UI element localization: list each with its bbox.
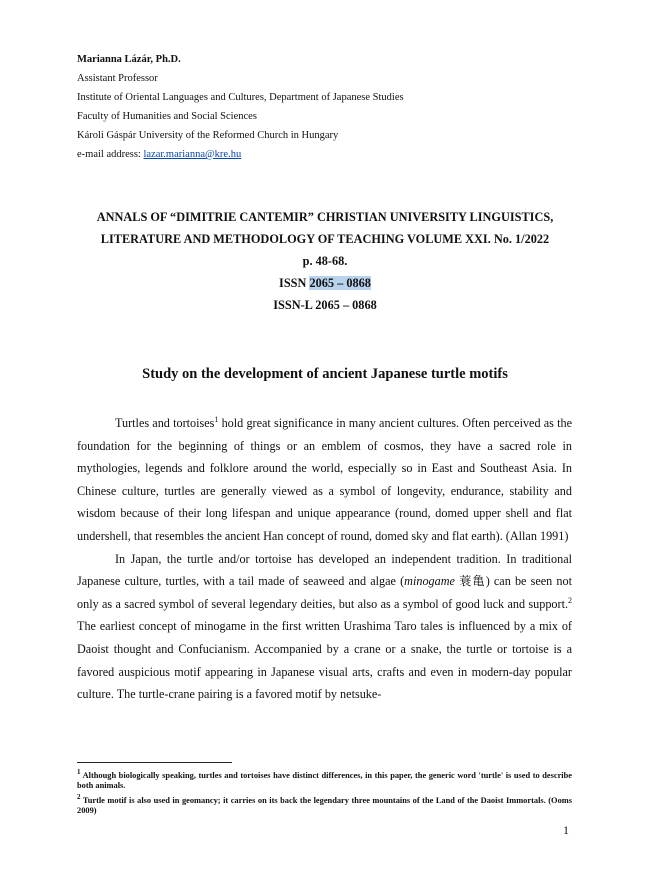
footnote-1-text: Although biologically speaking, turtles and tortoises have distinct differences, in this paper, the generic word 'turtle' is used to describe both animals.	[77, 770, 572, 791]
footnote-1-num: 1	[77, 768, 81, 776]
email-link[interactable]: lazar.marianna@kre.hu	[143, 149, 242, 160]
p2-text-a: In Japan, the turtle and/or tortoise has developed an independent tradition. In traditional Japanese culture, turtles, with a tail made of seaweed and algae (	[77, 551, 572, 589]
issn-label: ISSN	[279, 276, 310, 290]
paragraph-1	[77, 412, 572, 548]
issn-part-b[interactable]: 0868	[346, 276, 371, 290]
paragraph-2	[77, 548, 572, 706]
journal-pages: p. 48-68.	[302, 254, 348, 268]
footnotes	[77, 767, 572, 817]
journal-issn	[60, 272, 590, 294]
p2-text-c: The earliest concept of minogame in the first written Urashima Taro tales is influenced by a mix of Daoist thought and Confucianism. Accompanied by a crane or a snake, the turtle or tortoise is a favored auspicious motif appearing in Japanese visual arts, crafts and even in modern-day popular culture. The turtle-crane pairing is a favored motif by netsuke-	[77, 619, 572, 702]
footnote-2-num: 2	[77, 792, 81, 801]
author-university: Károli Gáspár University of the Reformed Church in Hungary	[77, 130, 339, 141]
page-number: 1	[563, 823, 569, 837]
footnote-1	[77, 767, 572, 792]
footnote-divider	[77, 762, 232, 763]
issn-part-a[interactable]: 2065	[309, 276, 335, 290]
author-institute: Institute of Oriental Languages and Cultures, Department of Japanese Studies	[77, 92, 404, 103]
footnote-2-text: Turtle motif is also used in geomancy; it carries on its back the legendary three mountains of the Land of the Daoist Immortals. (Ooms 2009)	[77, 795, 572, 816]
issn-sep[interactable]: –	[334, 276, 347, 290]
p2-term: minogame	[404, 574, 455, 589]
journal-line-1: ANNALS OF “DIMITRIE CANTEMIR” CHRISTIAN UNIVERSITY LINGUISTICS,	[96, 210, 554, 224]
p2-text-b: ) can be seen not only as a sacred symbol of several legendary deities, but also as a symbol of good luck and support.	[77, 574, 572, 611]
footnote-ref-1[interactable]: 1	[214, 414, 219, 424]
p1-text-b: hold great significance in many ancient cultures. Often perceived as the foundation for the beginning of things or an emblem of cosmos, they have a sacred role in mythologies, legends and folklore around the world, especially so in East and Southeast Asia. In Chinese culture, turtles are generally viewed as a symbol of longevity, endurance, stability and wisdom because of their long lifespan and unique appearance (round, domed upper shell and flat undershell, that resembles the ancient Han concept of round, domed sky and flat earth). (Allan 1991)	[77, 416, 572, 543]
author-block	[77, 50, 404, 164]
author-faculty: Faculty of Humanities and Social Sciences	[77, 111, 257, 122]
footnote-ref-2[interactable]: 2	[568, 595, 572, 605]
journal-issn-l: ISSN-L 2065 – 0868	[273, 298, 377, 312]
body-text	[77, 412, 572, 706]
email-label: e-mail address:	[77, 149, 144, 160]
author-email-line	[77, 145, 404, 164]
author-name: Marianna Lázár, Ph.D.	[77, 54, 181, 65]
journal-header	[60, 206, 590, 316]
p2-kanji: 蓑亀	[454, 574, 486, 589]
journal-line-2: LITERATURE AND METHODOLOGY OF TEACHING VOLUME XXI. No. 1/2022	[100, 232, 550, 246]
p1-text-a: Turtles and tortoises	[115, 416, 215, 430]
author-position: Assistant Professor	[77, 73, 158, 84]
paper-title: Study on the development of ancient Japanese turtle motifs	[142, 366, 508, 382]
footnote-2	[77, 792, 572, 817]
